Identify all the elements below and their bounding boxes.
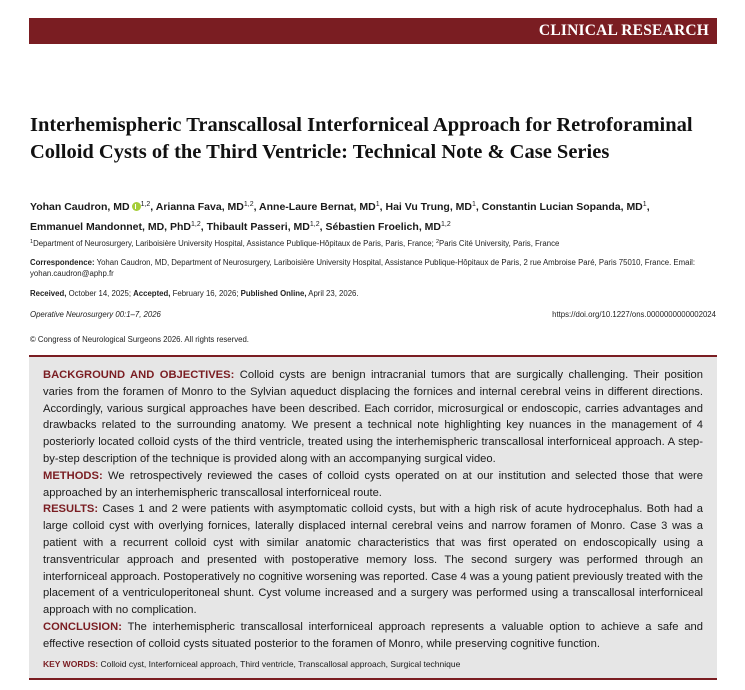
article-title: Interhemispheric Transcallosal Interforniceal Approach for Retroforaminal Colloid Cysts of the Third Ventricle: Technical Note & Case Series (30, 114, 693, 163)
published-online-date: April 23, 2026. (306, 289, 359, 298)
banner-label: CLINICAL RESEARCH (538, 22, 709, 39)
abstract-results (43, 501, 703, 619)
background-heading: BACKGROUND AND OBJECTIVES: (43, 369, 235, 381)
author-name[interactable]: Emmanuel Mandonnet, MD, PhD (30, 221, 192, 233)
accepted-date: February 16, 2026; (170, 289, 241, 298)
author-affil-sup: 1,2 (440, 221, 451, 228)
author-name[interactable]: Yohan Caudron, MD (30, 201, 130, 213)
affiliation-text: Department of Neurosurgery, Lariboisière University Hospital, Assistance Publique-Hôpitaux de Paris, Paris, France; (33, 239, 436, 248)
author-name[interactable]: Sébastien Froelich, MD (325, 221, 441, 233)
author-list: Yohan Caudron, MD $^{1,2}$, Arianna Fava, MD$^{1,2}$, Anne-Laure Bernat, $MD^1$, Hai Vu Trung, $MD^1$, Constantin Lucian Sopanda, $MD^1$, Emmanuel Mandonnet, MD, PhD$^{1,2}$, Thibault Passeri, MD$^{1,2}$, Sébastien Froelich, MD$^{1,2}$ (30, 201, 650, 233)
author-name[interactable]: Constantin Lucian Sopanda, MD (481, 201, 643, 213)
accepted-label: Accepted, (133, 289, 171, 298)
author-affil-sup: 1 (472, 201, 476, 208)
author-affil-sup: 1,2 (309, 221, 320, 228)
affiliations (30, 237, 720, 249)
abstract-background (43, 367, 703, 468)
section-banner (29, 18, 717, 44)
results-heading: RESULTS: (43, 503, 99, 516)
keywords-text: Colloid cyst, Interforniceal approach, Third ventricle, Transcallosal approach, Surgical technique (98, 658, 461, 669)
abstract-conclusion (43, 619, 703, 653)
affiliation-sup: 1 (30, 239, 34, 245)
methods-heading: METHODS: (43, 469, 103, 482)
journal-citation: Operative Neurosurgery 00:1–7, 2026 (30, 310, 161, 319)
doi-link[interactable]: https://doi.org/10.1227/ons.0000000000002024 (552, 310, 716, 319)
affiliation-text: Paris Cité University, Paris, France (439, 239, 560, 248)
author-affil-sup: 1 (375, 201, 380, 208)
abstract-keywords (43, 657, 703, 671)
author-name[interactable]: Anne-Laure Bernat, MD (259, 201, 376, 213)
conclusion-heading: CONCLUSION: (43, 620, 122, 633)
received-label: Received, (30, 289, 67, 298)
affiliation-sup: 2 (435, 239, 439, 245)
author-affil-sup: 1,2 (191, 221, 201, 228)
received-date: October 14, 2025; (66, 289, 134, 298)
keywords-heading: KEY WORDS: (43, 658, 99, 669)
correspondence-text: Yohan Caudron, MD, Department of Neurosurgery, Lariboisière University Hospital, Assistance Publique-Hôpitaux de Paris, 2 rue Ambroise Paré, Paris 75010, France. Email: yohan.caudron@aphp.fr (30, 258, 696, 278)
conclusion-text: The interhemispheric transcallosal interforniceal approach represents a valuable option to achieve a safe and effective resection of colloid cysts situated posterior to the foramen of Monro, while preserving cognitive function. (43, 620, 703, 650)
author-name[interactable]: Thibault Passeri, MD (206, 221, 310, 233)
correspondence-label: Correspondence: (30, 258, 95, 267)
orcid-icon[interactable] (132, 202, 141, 211)
correspondence (30, 257, 720, 279)
author-affil-sup: 1,2 (243, 201, 254, 208)
author-name[interactable]: Hai Vu Trung, MD (385, 201, 473, 213)
abstract-box (29, 355, 717, 680)
published-online-label: Published Online, (240, 289, 307, 298)
author-affil-sup: 1 (642, 201, 647, 208)
author-name[interactable]: Arianna Fava, MD (155, 201, 244, 213)
abstract-methods (43, 468, 703, 502)
publication-dates (30, 288, 720, 299)
methods-text: We retrospectively reviewed the cases of colloid cysts operated on at our institution and selected those that were approached by an interhemispheric transcallosal interforniceal route. (43, 469, 703, 499)
author-affil-sup: 1,2 (140, 201, 151, 208)
copyright-notice: © Congress of Neurological Surgeons 2026. All rights reserved. (30, 335, 249, 344)
results-text: Cases 1 and 2 were patients with asymptomatic colloid cysts, but with a high risk of acute hydrocephalus. Both had a large colloid cyst with overlying fornices, laterally displaced internal cerebral veins and narrow foramen of Monro. Case 3 was a patient with a recurrent colloid cyst with similar anatomic characteristics that was first operated on endoscopically using a transventricular approach and presented with postoperative memory loss. The second surgery was performed through an interforniceal approach. Postoperatively no cognitive worsening was reported. Case 4 was a young patient previously treated with the placement of a ventriculoperitoneal shunt. Cyst volume increased and a surgery was performed using a transcallosal interforniceal approach with no complication. (43, 503, 703, 617)
background-text: Colloid cysts are benign intracranial tumors that are surgically challenging. Their position varies from the foramen of Monro to the Sylvian aqueduct displacing the fornices and internal cerebral veins in different directions. Accordingly, various surgical approaches have been described. Each corridor, microsurgical or endoscopic, carries advantages and drawbacks related to the surrounding anatomy. We present a technical note highlighting key nuances in the management of 4 posteriorly located colloid cysts of the third ventricle, treated using the interhemispheric transcallosal interforniceal approach. A step-by-step description of the technique is provided along with an accompanying surgical video. (43, 369, 703, 465)
